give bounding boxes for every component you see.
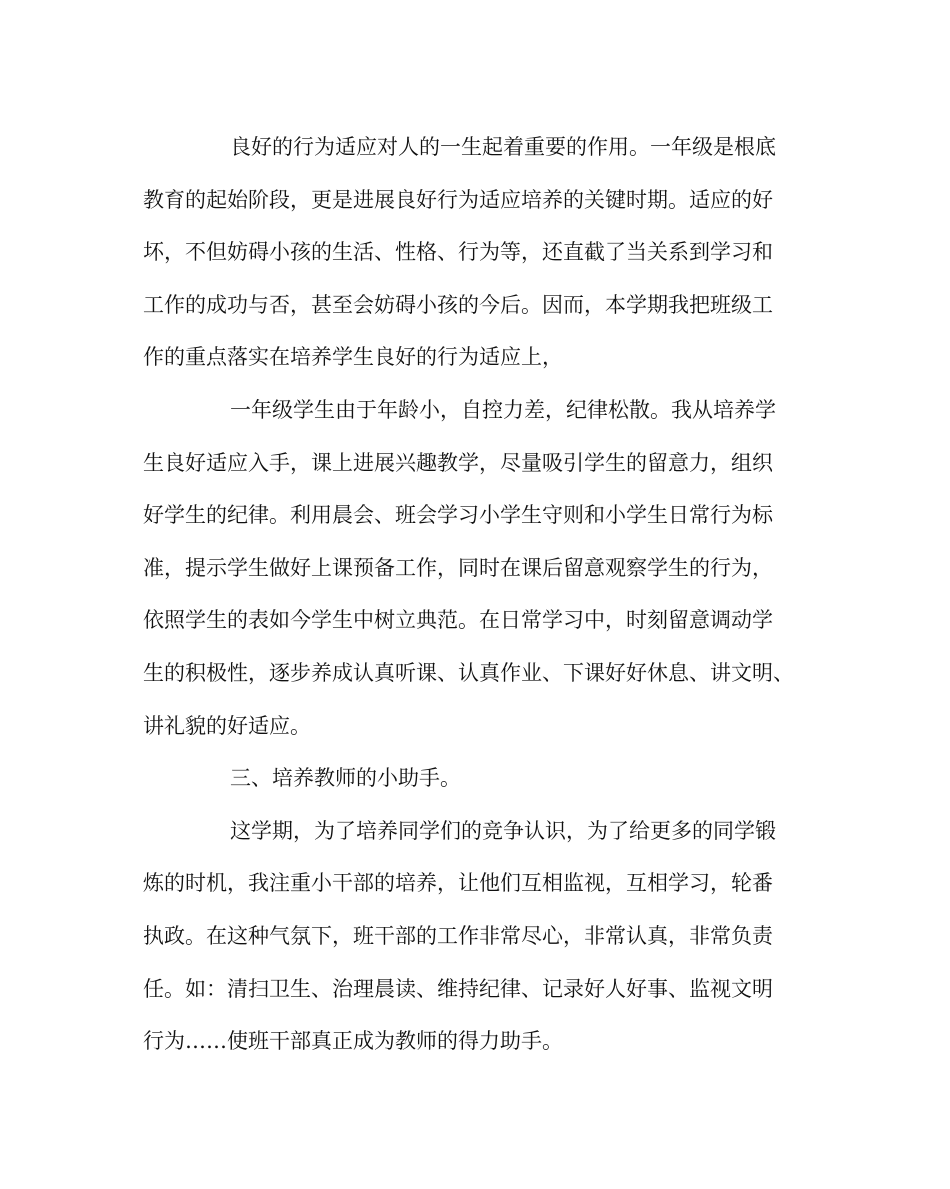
text-line-11: 生的积极性，逐步养成认真听课、认真作业、下课好好休息、讲文明、 (143, 660, 794, 685)
text-line-8: 好学生的纪律。利用晨会、班会学习小学生守则和小学生日常行为标 (143, 503, 773, 528)
text-line-4: 工作的成功与否，甚至会妨碍小孩的今后。因而，本学期我把班级工 (143, 292, 773, 317)
text-line-10: 依照学生的表如今学生中树立典范。在日常学习中，时刻留意调动学 (143, 608, 773, 633)
text-line-7: 生良好适应入手，课上进展兴趣教学，尽量吸引学生的留意力，组织 (143, 450, 773, 475)
text-line-17: 任。如：清扫卫生、治理晨读、维持纪律、记录好人好事、监视文明 (143, 976, 773, 1001)
text-line-2: 教育的起始阶段，更是进展良好行为适应培养的关键时期。适应的好 (143, 187, 773, 212)
text-line-9: 准，提示学生做好上课预备工作，同时在课后留意观察学生的行为， (143, 555, 773, 580)
text-line-5: 作的重点落实在培养学生良好的行为适应上， (143, 345, 563, 370)
text-line-6: 一年级学生由于年龄小，自控力差，纪律松散。我从培养学 (230, 397, 776, 422)
text-line-18: 行为……使班干部真正成为教师的得力助手。 (143, 1029, 563, 1054)
text-line-1: 良好的行为适应对人的一生起着重要的作用。一年级是根底 (230, 135, 776, 159)
text-line-14: 这学期，为了培养同学们的竞争认识，为了给更多的同学锻 (230, 818, 776, 843)
text-line-3: 坏，不但妨碍小孩的生活、性格、行为等，还直截了当关系到学习和 (143, 240, 773, 265)
text-line-15: 炼的时机，我注重小干部的培养，让他们互相监视，互相学习，轮番 (143, 871, 773, 896)
section-heading: 三、培养教师的小助手。 (230, 766, 461, 791)
text-line-16: 执政。在这种气氛下，班干部的工作非常尽心，非常认真，非常负责 (143, 923, 773, 948)
body-text (143, 121, 823, 1068)
text-line-12: 讲礼貌的好适应。 (143, 713, 311, 738)
